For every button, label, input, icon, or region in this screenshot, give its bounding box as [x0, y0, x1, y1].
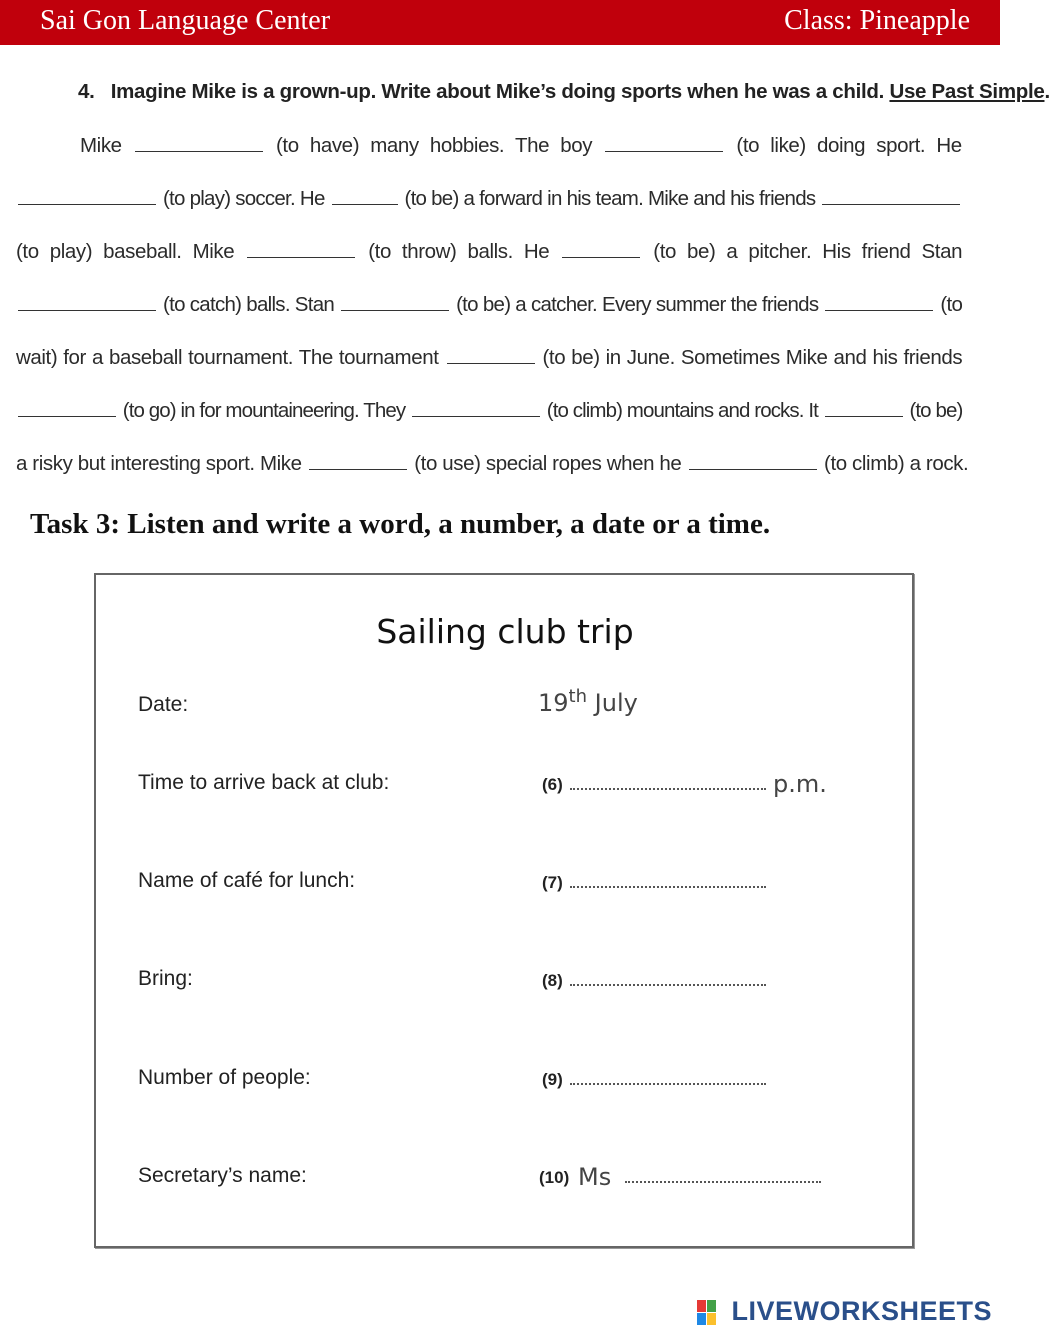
- exercise-heading: 4. Imagine Mike is a grown-up. Write about Mike’s doing sports when he was a child. Use Past Simple.: [78, 80, 1050, 103]
- answer-blank[interactable]: [18, 309, 156, 311]
- answer-blank[interactable]: [562, 256, 640, 258]
- date-value: [538, 686, 638, 717]
- exercise-text: (to like) doing sport. He: [725, 134, 962, 157]
- answer-blank[interactable]: [332, 203, 398, 205]
- exercise-text: (to go) in for mountaineering. They: [118, 399, 410, 422]
- date-month: July: [594, 689, 638, 717]
- form-title: Sailing club trip: [376, 612, 634, 651]
- exercise-text: (to be): [904, 399, 963, 422]
- answer-blank[interactable]: [341, 309, 449, 311]
- exercise-instruction: Imagine Mike is a grown-up. Write about Mike’s doing sports when he was a child.: [110, 80, 885, 103]
- answer-blank[interactable]: [689, 468, 817, 470]
- answer-blank[interactable]: [18, 203, 156, 205]
- answer-blank[interactable]: [247, 256, 355, 258]
- exercise-text: (to catch) balls. Stan: [158, 293, 340, 316]
- brand-name: LIVEWORKSHEETS: [731, 1296, 992, 1326]
- question-number: (8): [542, 971, 563, 990]
- date-suffix: th: [568, 686, 588, 707]
- exercise-text: (to throw) balls. He: [357, 240, 561, 263]
- exercise-line: [16, 452, 968, 476]
- exercise-text: (to be) a forward in his team. Mike and his friends: [399, 187, 821, 210]
- answer-dotted-line[interactable]: [570, 1083, 766, 1085]
- answer-suffix: p.m.: [773, 770, 827, 798]
- exercise-line: [16, 187, 962, 211]
- exercise-text: a risky but interesting sport. Mike: [16, 452, 307, 475]
- answer-blank[interactable]: [825, 309, 933, 311]
- answer-blank[interactable]: [822, 203, 960, 205]
- date-day: 19: [538, 689, 569, 717]
- exercise-text: (to be) a catcher. Every summer the friends: [451, 293, 824, 316]
- answer-prefix: Ms: [578, 1163, 612, 1191]
- answer-blank[interactable]: [412, 415, 540, 417]
- answer-dotted-line[interactable]: [570, 788, 766, 790]
- answer-blank[interactable]: [447, 362, 535, 364]
- answer-dotted-line[interactable]: [625, 1181, 821, 1183]
- exercise-text: Mike: [80, 134, 133, 157]
- answer-dotted-line[interactable]: [570, 886, 766, 888]
- exercise-line: [16, 240, 962, 264]
- exercise-line: [80, 134, 962, 158]
- header-bar: [0, 0, 1000, 45]
- task3-heading: Task 3: Listen and write a word, a number, a date or a time.: [30, 508, 771, 540]
- question-number: (9): [542, 1070, 563, 1089]
- exercise-line: [16, 399, 962, 423]
- class-label: Class: Pineapple: [784, 5, 970, 36]
- exercise-line: [16, 346, 962, 370]
- answer-blank[interactable]: [825, 415, 903, 417]
- form-row-label: Bring:: [138, 967, 193, 990]
- exercise-text: (to be) in June. Sometimes Mike and his friends: [536, 346, 963, 369]
- exercise-line: [16, 293, 962, 317]
- question-number: (7): [542, 873, 563, 892]
- liveworksheets-logo-icon: [697, 1300, 717, 1326]
- answer-dotted-line[interactable]: [570, 984, 766, 986]
- exercise-text: (to climb) a rock.: [818, 452, 969, 475]
- exercise-text: (to climb) mountains and rocks. It: [542, 399, 823, 422]
- center-name: Sai Gon Language Center: [40, 5, 331, 36]
- form-row-label: Name of café for lunch:: [138, 869, 356, 892]
- exercise-text: (to use) special ropes when he: [408, 452, 687, 475]
- sailing-form-box: [94, 573, 914, 1248]
- exercise-text: (to: [935, 293, 963, 316]
- question-number: (10): [539, 1168, 570, 1187]
- exercise-text: wait) for a baseball tournament. The tournament: [16, 346, 445, 369]
- question-number: (6): [542, 775, 563, 794]
- answer-blank[interactable]: [605, 150, 723, 152]
- date-label: Date:: [138, 693, 189, 716]
- form-row-label: Number of people:: [138, 1066, 311, 1089]
- answer-blank[interactable]: [135, 150, 263, 152]
- form-row-label: Secretary’s name:: [138, 1164, 307, 1187]
- answer-blank[interactable]: [18, 415, 116, 417]
- exercise-instruction-emphasis: Use Past Simple: [889, 80, 1045, 103]
- exercise-number: 4.: [78, 80, 95, 103]
- exercise-text: (to have) many hobbies. The boy: [264, 134, 604, 157]
- exercise-text: (to play) soccer. He: [158, 187, 330, 210]
- answer-blank[interactable]: [309, 468, 407, 470]
- exercise-text: (to play) baseball. Mike: [16, 240, 246, 263]
- form-row-label: Time to arrive back at club:: [138, 771, 390, 794]
- exercise-text: (to be) a pitcher. His friend Stan: [642, 240, 963, 263]
